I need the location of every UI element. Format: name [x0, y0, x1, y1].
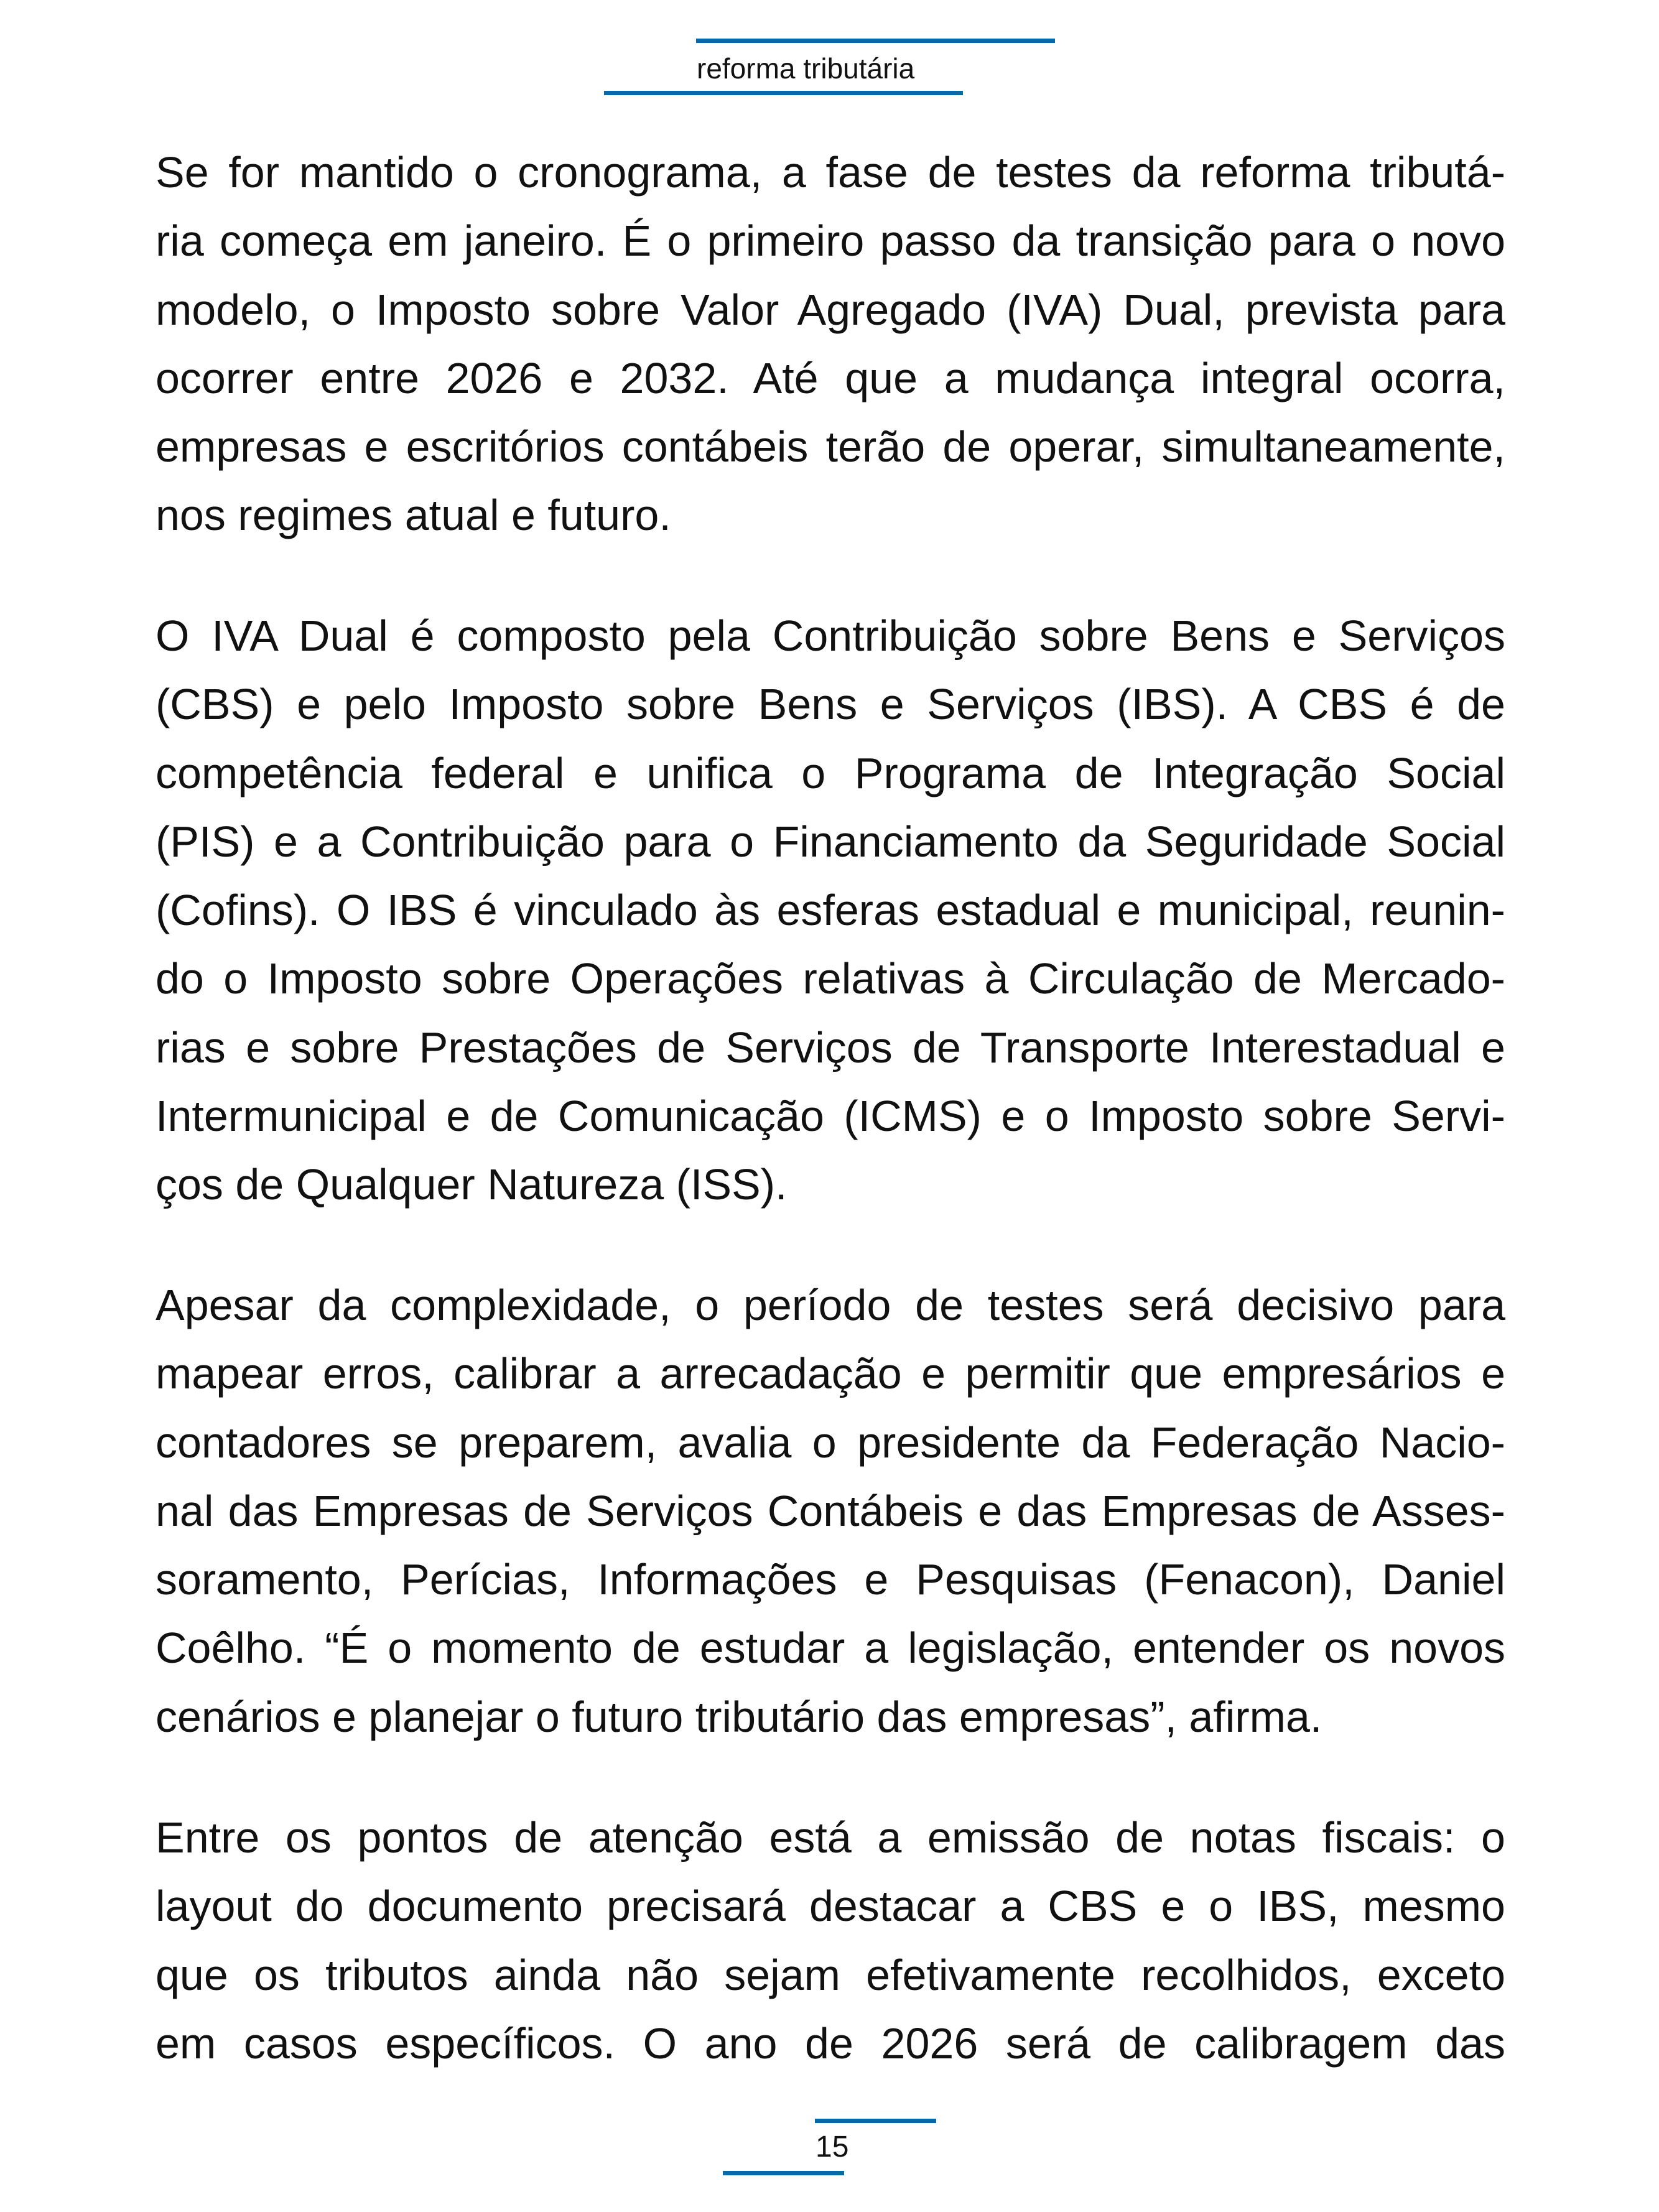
paragraph	[156, 602, 1505, 1219]
text-line: do o Imposto sobre Operações relativas à Circulação de Mercado-	[156, 954, 1505, 1003]
header-rule-bottom	[604, 91, 963, 95]
text-line: que os tributos ainda não sejam efetivamente recolhidos, exceto	[156, 1950, 1505, 1999]
text-line: ria começa em janeiro. É o primeiro passo da transição para o novo	[156, 216, 1505, 266]
text-line: Apesar da complexidade, o período de testes será decisivo para	[156, 1281, 1505, 1329]
footer-rule-bottom	[723, 2171, 844, 2175]
text-line: mapear erros, calibrar a arrecadação e permitir que empresários e	[156, 1349, 1505, 1398]
header-rule-top	[696, 39, 1055, 43]
text-line: nos regimes atual e futuro.	[156, 491, 671, 540]
paragraph	[156, 1803, 1505, 2078]
footer-rule-top	[815, 2119, 936, 2123]
paragraph	[156, 138, 1505, 550]
text-line: (Cofins). O IBS é vinculado às esferas estadual e municipal, reunin-	[156, 886, 1505, 935]
text-line: ocorrer entre 2026 e 2032. Até que a mudança integral ocorra,	[156, 353, 1505, 402]
text-line: rias e sobre Prestações de Serviços de Transporte Interestadual e	[156, 1023, 1505, 1072]
text-line: Coêlho. “É o momento de estudar a legislação, entender os novos	[156, 1624, 1505, 1673]
text-line: ços de Qualquer Natureza (ISS).	[156, 1160, 788, 1209]
page-number: 15	[816, 2131, 849, 2163]
section-label: reforma tributária	[697, 52, 915, 85]
text-line: layout do documento precisará destacar a CBS e o IBS, mesmo	[156, 1882, 1505, 1931]
text-line: (PIS) e a Contribuição para o Financiamento da Seguridade Social	[156, 817, 1505, 866]
text-line: modelo, o Imposto sobre Valor Agregado (IVA) Dual, prevista para	[156, 285, 1505, 334]
text-line: cenários e planejar o futuro tributário das empresas”, afirma.	[156, 1692, 1322, 1741]
text-line: contadores se preparem, avalia o presidente da Federação Nacio-	[156, 1418, 1505, 1467]
text-line: Se for mantido o cronograma, a fase de testes da reforma tributá-	[156, 148, 1505, 197]
text-line: empresas e escritórios contábeis terão de operar, simultaneamente,	[156, 422, 1505, 472]
text-line: em casos específicos. O ano de 2026 será de calibragem das	[156, 2019, 1505, 2068]
text-line: O IVA Dual é composto pela Contribuição sobre Bens e Serviços	[156, 611, 1505, 660]
paragraph	[156, 1271, 1505, 1751]
text-line: nal das Empresas de Serviços Contábeis e das Empresas de Asses-	[156, 1486, 1505, 1535]
text-line: Entre os pontos de atenção está a emissão de notas fiscais: o	[156, 1813, 1505, 1862]
text-line: soramento, Perícias, Informações e Pesquisas (Fenacon), Daniel	[156, 1555, 1505, 1604]
text-line: competência federal e unifica o Programa de Integração Social	[156, 748, 1505, 797]
text-line: Intermunicipal e de Comunicação (ICMS) e o Imposto sobre Servi-	[156, 1092, 1505, 1141]
text-line: (CBS) e pelo Imposto sobre Bens e Serviços (IBS). A CBS é de	[156, 680, 1505, 729]
